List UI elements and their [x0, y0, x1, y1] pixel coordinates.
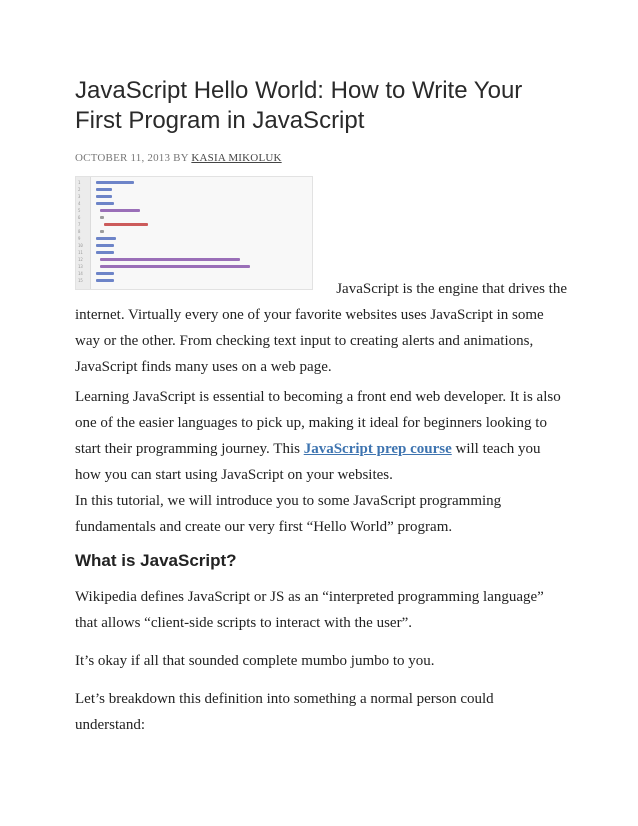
section-heading: What is JavaScript? [75, 551, 237, 570]
line-number: 7 [78, 222, 81, 227]
line-number: 14 [78, 271, 83, 276]
line-number: 4 [78, 201, 81, 206]
code-editor-screenshot [75, 176, 313, 290]
line-number: 5 [78, 208, 81, 213]
learning-paragraph [75, 384, 567, 488]
learning-text-before: Learning JavaScript is essential to becoming a front end web developer. It is also one of the easier languages to pick up, making it ideal for beginners looking to start their programming journey. This [75, 389, 561, 457]
line-number: 15 [78, 278, 83, 283]
author-link[interactable]: KASIA MIKOLUK [191, 152, 282, 164]
line-number: 3 [78, 194, 81, 199]
line-number: 9 [78, 236, 81, 241]
article-date: OCTOBER 11, 2013 BY [75, 152, 192, 164]
tutorial-paragraph: In this tutorial, we will introduce you to some JavaScript programming fundamentals and create our very first “Hello World” program. [75, 493, 502, 535]
line-number: 2 [78, 187, 81, 192]
line-number: 6 [78, 215, 81, 220]
line-number: 1 [78, 180, 81, 185]
learning-text-after: will teach you how you can start using JavaScript on your websites. [75, 441, 541, 483]
intro-first-line: JavaScript is the engine that drives the [336, 281, 567, 297]
line-number: 13 [78, 264, 83, 269]
line-number: 11 [78, 250, 83, 255]
intro-rest: internet. Virtually every one of your favorite websites uses JavaScript in some way or the other. From checking text input to creating alerts and animations, JavaScript finds many uses on a web page. [75, 307, 544, 375]
line-number: 10 [78, 243, 83, 248]
wikipedia-paragraph: Wikipedia defines JavaScript or JS as an “interpreted programming language” that allows “client-side scripts to interact with the user”. [75, 589, 544, 631]
line-number: 12 [78, 257, 83, 262]
article-title: JavaScript Hello World: How to Write Your First Program in JavaScript [75, 77, 523, 134]
breakdown-paragraph: Let’s breakdown this definition into something a normal person could understand: [75, 691, 494, 733]
intro-paragraph [75, 276, 567, 380]
line-number: 8 [78, 229, 81, 234]
mumbo-jumbo-paragraph: It’s okay if all that sounded complete mumbo jumbo to you. [75, 653, 435, 669]
article-meta [75, 152, 282, 164]
line-number-gutter [76, 177, 91, 289]
prep-course-link[interactable]: JavaScript prep course [303, 441, 452, 457]
